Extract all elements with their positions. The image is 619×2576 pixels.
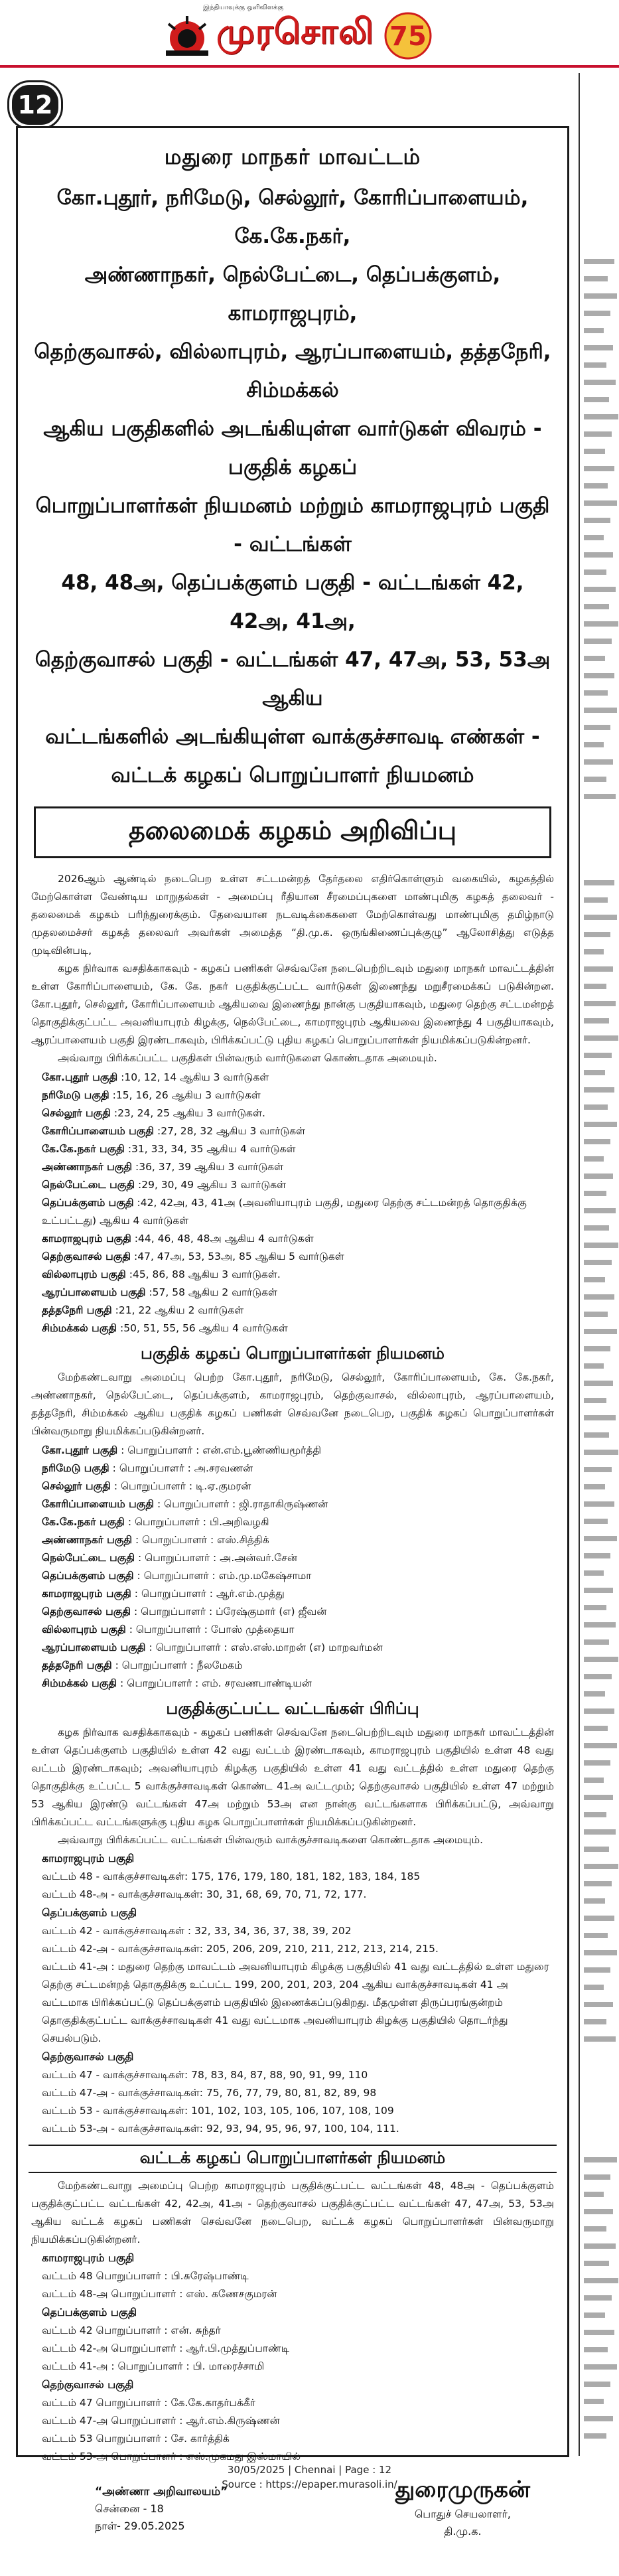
adjacent-text-line	[584, 2295, 612, 2301]
headline-line: அண்ணாநகர், நெல்பேட்டை, தெப்பக்குளம், காமராஜபுரம்,	[84, 263, 501, 325]
area-name: நரிமேடு பகுதி	[42, 1089, 109, 1101]
adjacent-text-line	[584, 777, 606, 782]
adjacent-text-line	[584, 1726, 608, 1731]
area-name: ஆரப்பாளையம் பகுதி	[42, 1286, 146, 1298]
area-name: வில்லாபுரம் பகுதி	[42, 1624, 126, 1635]
area-ward-item: கே.கே.நகர் பகுதி :31, 33, 34, 35 ஆகிய 4 வார்டுகள்	[42, 1143, 296, 1155]
area-ward-item: வில்லாபுரம் பகுதி :45, 86, 88 ஆகிய 3 வார்டுகள்.	[42, 1268, 281, 1280]
adjacent-text-line	[584, 897, 608, 903]
adjacent-text-line	[584, 1967, 610, 1973]
booth-line: வட்டம் 41-அ : மதுரை தெற்கு மாவட்டம் அவனியாபுரம் கிழக்கு பகுதியில் 41 வது வட்டத்தில் உள்ள மதுரை தெற்கு சட்டமன்றத் தொகுதிக்கு உட்பட்ட 199, 200, 201, 203, 204 ஆகிய வாக்குச்சாவடிகள் 41 அ வட்டமாக பிரிக்கப்பட்டு தெப்பக்குளம் பகுதியில் இணைக்கப்படுகிறது. மீதமுள்ள திருப்பரங்குன்றம் தொகுதிக்குட்பட்ட வாக்குச்சாவடிகள் 41 வது வட்டமாக அவனியாபுரம் கிழக்கு பகுதியில் தொடர்ந்து செயல்படும்.	[42, 1961, 549, 2044]
area-name: கே.கே.நகர் பகுதி	[42, 1143, 125, 1155]
ward-area-heading: காமராஜபுரம் பகுதி	[42, 2251, 135, 2264]
adjacent-text-line	[584, 1035, 618, 1041]
adjacent-text-line	[584, 604, 609, 609]
area-in-charge-list	[29, 1442, 557, 1693]
adjacent-text-line	[584, 725, 610, 730]
booth-line: வட்டம் 53-அ - வாக்குச்சாவடிகள்: 92, 93, 94, 95, 96, 97, 100, 104, 111.	[42, 2123, 399, 2135]
adjacent-text-line	[584, 2364, 617, 2370]
announcement-heading: தலைமைக் கழகம் அறிவிப்பு	[34, 806, 551, 858]
adjacent-text-line	[584, 1087, 614, 1093]
area-in-charge-item: சிம்மக்கல் பகுதி : பொறுப்பாளர் : எம். சரவணபாண்டியன்	[42, 1677, 312, 1689]
adjacent-text-line	[584, 1208, 616, 1213]
sign-date: நாள்- 29.05.2025	[95, 2520, 185, 2532]
area-name: ஆரப்பாளையம் பகுதி	[42, 1641, 146, 1653]
adjacent-text-line	[584, 1070, 605, 1075]
area-name: நரிமேடு பகுதி	[42, 1462, 109, 1474]
headline-line: தெற்குவாசல் பகுதி - வட்டங்கள் 47, 47அ, 53, 53அ ஆகிய	[34, 648, 551, 710]
adjacent-text-line	[584, 293, 617, 299]
booth-area-heading: தெப்பக்குளம் பகுதி	[42, 1906, 137, 1919]
ward-in-charge-line: வட்டம் 48-அ பொறுப்பாளர் : எஸ். கணேசகுமரன்	[42, 2288, 277, 2300]
in-charge-person: பொறுப்பாளர் : எம்.மு.மகேஷ்சாமா	[143, 1570, 312, 1582]
adjacent-text-line	[584, 1674, 612, 1679]
adjacent-text-line	[584, 2399, 604, 2404]
booth-area-heading: காமராஜபுரம் பகுதி	[42, 1852, 135, 1864]
area-ward-item: அண்ணாநகர் பகுதி :36, 37, 39 ஆகிய 3 வார்டுகள்	[42, 1161, 284, 1173]
section-title-area-in-charge: பகுதிக் கழகப் பொறுப்பாளர்கள் நியமனம்	[141, 1344, 445, 1363]
area-name: தெற்குவாசல் பகுதி	[42, 1606, 131, 1618]
adjacent-text-line	[584, 1122, 617, 1127]
adjacent-text-line	[584, 276, 608, 281]
area-in-charge-item: நரிமேடு பகுதி : பொறுப்பாளர் : அ.சரவணன்	[42, 1462, 253, 1474]
area-wards: 50, 51, 55, 56 ஆகிய 4 வார்டுகள்	[123, 1322, 288, 1334]
area-ward-item: நரிமேடு பகுதி :15, 16, 26 ஆகிய 3 வார்டுகள்	[42, 1089, 261, 1101]
area-wards: 47, 47அ, 53, 53அ, 85 ஆகிய 5 வார்டுகள்	[137, 1250, 344, 1262]
area-name: தெற்குவாசல் பகுதி	[42, 1250, 131, 1262]
adjacent-text-line	[584, 1622, 616, 1628]
adjacent-text-line	[584, 690, 608, 696]
adjacent-text-line	[584, 1450, 618, 1455]
booth-list	[29, 1849, 557, 2138]
headline-line: 48, 48அ, தெப்பக்குளம் பகுதி - வட்டங்கள் 42, 42அ, 41அ,	[61, 571, 524, 633]
adjacent-text-line	[584, 1657, 618, 1662]
adjacent-column-strip	[579, 73, 619, 2456]
adjacent-text-line	[584, 1847, 609, 1852]
adjacent-text-line	[584, 466, 614, 471]
section-paragraph: கழக நிர்வாக வசதிக்காகவும் - கழகப் பணிகள் செவ்வனே நடைபெற்றிடவும் மதுரை மாநகர் மாவட்டத்தின் உள்ள தெப்பக்குளம் பகுதியில் உள்ள 42 வது வட்டம் இரண்டாகவும், காமராஜபுரம் பகுதியில் உள்ள 48 வது வட்டம் இரண்டாகவும்; அவனியாபுரம் கிழக்கு பகுதியில் உள்ள 41 வது வட்டத்தில் உள்ள மதுரை தெற்கு தொகுதிக்கு உட்பட்ட 5 வாக்குச்சாவடிகள் கொண்ட 41அ வட்டமும்; தெற்குவாசல் பகுதியில் உள்ள 47 மற்றும் 53 ஆகிய இரண்டு வட்டங்கள் 47அ மற்றும் 53அ என நான்கு வட்டங்களாக பிரிக்கப்பட்டு, அவ்வாறு பிரிக்கப்பட்ட வட்டங்களுக்கு புதிய கழக பொறுப்பாளர்கள் நியமிக்கப்படுகின்றனர்.	[31, 1726, 554, 1828]
area-wards: 36, 37, 39 ஆகிய 3 வார்டுகள்	[139, 1161, 284, 1173]
in-charge-person: பொறுப்பாளர் : பி.அறிவழகி	[134, 1516, 269, 1528]
section-title-ward-split: பகுதிக்குட்பட்ட வட்டங்கள் பிரிப்பு	[166, 1699, 419, 1718]
ward-in-charge-line: வட்டம் 42 பொறுப்பாளர் : என். சுந்தர்	[42, 2324, 221, 2336]
adjacent-text-line	[584, 414, 618, 419]
area-in-charge-item: காமராஜபுரம் பகுதி : பொறுப்பாளர் : ஆர்.எம்.முத்து	[42, 1588, 285, 1600]
area-name: கோரிப்பாளையம் பகுதி	[42, 1498, 155, 1510]
area-name: தெப்பக்குளம் பகுதி	[42, 1197, 134, 1209]
ward-in-charge-line: வட்டம் 47-அ பொறுப்பாளர் : ஆர்.எம்.கிருஷ்ணன்	[42, 2415, 280, 2427]
ward-in-charge-line: வட்டம் 53 பொறுப்பாளர் : சே. கார்த்திக்	[42, 2433, 230, 2445]
signoff	[29, 2476, 557, 2576]
booth-line: வட்டம் 47-அ - வாக்குச்சாவடிகள்: 75, 76, 77, 79, 80, 81, 82, 89, 98	[42, 2087, 377, 2099]
in-charge-person: பொறுப்பாளர் : எஸ்.எஸ்.மாறன் (எ) மாறவர்மன்	[155, 1641, 383, 1653]
adjacent-text-line	[584, 1018, 609, 1023]
adjacent-text-line	[584, 949, 604, 954]
area-in-charge-item: ஆரப்பாளையம் பகுதி : பொறுப்பாளர் : எஸ்.எஸ்.மாறன் (எ) மாறவர்மன்	[42, 1641, 383, 1653]
in-charge-person: பொறுப்பாளர் : டி.ஏ.குமரன்	[120, 1480, 251, 1492]
area-name: கோரிப்பாளையம் பகுதி	[42, 1125, 155, 1137]
area-wards: 23, 24, 25 ஆகிய 3 வார்டுகள்.	[117, 1107, 265, 1119]
adjacent-text-line	[584, 708, 617, 713]
adjacent-text-line	[584, 2002, 613, 2007]
area-ward-item: தெப்பக்குளம் பகுதி :42, 42அ, 43, 41அ (அவனியாபுரம் பகுதி, மதுரை தெற்கு சட்டமன்றத் தொகுதிக்கு உட்பட்டது) ஆகிய 4 வார்டுகள்	[42, 1197, 527, 1227]
adjacent-text-line	[584, 500, 617, 506]
adjacent-text-line	[584, 1570, 604, 1576]
adjacent-text-line	[584, 1536, 617, 1541]
booth-area-heading: தெற்குவாசல் பகுதி	[42, 2050, 134, 2063]
area-name: செல்லூர் பகுதி	[42, 1107, 111, 1119]
section-paragraph: மேற்கண்டவாறு அமைப்பு பெற்ற காமராஜபுரம் பகுதிக்குட்பட்ட வட்டங்கள் 48, 48அ - தெப்பக்குளம் பகுதிக்குட்பட்ட வட்டங்கள் 42, 42அ, 41அ - தெற்குவாசல் பகுதிக்குட்பட்ட வட்டங்கள் 47, 47அ, 53, 53அ ஆகிய வட்டக் கழகப் பணிகள் செவ்வனே நடைபெற, வட்டக் கழகப் பொறுப்பாளர்கள் பின்வருமாறு நியமிக்கப்படுகின்றனர்.	[31, 2180, 554, 2245]
ward-in-charge-list	[29, 2249, 557, 2466]
adjacent-text-line	[584, 1519, 608, 1524]
in-charge-person: பொறுப்பாளர் : அ.சரவணன்	[119, 1462, 253, 1474]
in-charge-person: பொறுப்பாளர் : ப்ரேஷ்குமார் (எ) ஜீவன்	[141, 1606, 327, 1618]
adjacent-text-line	[584, 2347, 608, 2352]
area-ward-item: சிம்மக்கல் பகுதி :50, 51, 55, 56 ஆகிய 4 வார்டுகள்	[42, 1322, 288, 1334]
adjacent-text-line	[584, 639, 612, 644]
area-wards: 15, 16, 26 ஆகிய 3 வார்டுகள்	[115, 1089, 261, 1101]
adjacent-text-line	[584, 1294, 614, 1300]
adjacent-text-line	[584, 1415, 616, 1420]
area-wards: 10, 12, 14 ஆகிய 3 வார்டுகள்	[124, 1071, 269, 1083]
area-in-charge-item: கே.கே.நகர் பகுதி : பொறுப்பாளர் : பி.அறிவழகி	[42, 1516, 269, 1528]
adjacent-text-line	[584, 1950, 617, 1955]
adjacent-text-line	[584, 1398, 606, 1403]
section-title-ward-in-charge: வட்டக் கழகப் பொறுப்பாளர்கள் நியமனம்	[29, 2145, 557, 2173]
adjacent-text-line	[584, 1260, 612, 1265]
adjacent-text-line	[584, 380, 616, 385]
area-ward-item: ஆரப்பாளையம் பகுதி :57, 58 ஆகிய 2 வார்டுகள்	[42, 1286, 277, 1298]
adjacent-text-line	[584, 259, 614, 264]
ward-in-charge-line: வட்டம் 47 பொறுப்பாளர் : கே.கே.காதர்பக்கீர்	[42, 2397, 255, 2409]
area-name: காமராஜபுரம் பகுதி	[42, 1233, 131, 1245]
area-name: செல்லூர் பகுதி	[42, 1480, 111, 1492]
adjacent-text-line	[584, 518, 610, 523]
adjacent-text-line	[584, 1639, 609, 1645]
area-name: அண்ணாநகர் பகுதி	[42, 1161, 133, 1173]
area-ward-item: தெற்குவாசல் பகுதி :47, 47அ, 53, 53அ, 85 ஆகிய 5 வார்டுகள்	[42, 1250, 344, 1262]
adjacent-text-line	[584, 1329, 617, 1334]
adjacent-text-line	[584, 2330, 614, 2335]
area-in-charge-item: செல்லூர் பகுதி : பொறுப்பாளர் : டி.ஏ.குமரன்	[42, 1480, 251, 1492]
masthead-tagline: இந்தியாவுக்கு ஒளிவிளக்கு	[203, 4, 284, 11]
headline-line: ஆகிய பகுதிகளில் அடங்கியுள்ள வார்டுகள் விவரம் - பகுதிக் கழகப்	[43, 417, 542, 479]
area-ward-item: கோரிப்பாளையம் பகுதி :27, 28, 32 ஆகிய 3 வார்டுகள்	[42, 1125, 306, 1137]
adjacent-text-line	[584, 1363, 604, 1369]
adjacent-text-line	[584, 1916, 614, 1921]
area-in-charge-item: தத்தநேரி பகுதி : பொறுப்பாளர் : நீலமேகம்	[42, 1659, 243, 1671]
area-in-charge-item: அண்ணாநகர் பகுதி : பொறுப்பாளர் : எஸ்.சித்திக்	[42, 1534, 269, 1546]
adjacent-text-line	[584, 449, 605, 454]
headline-line: வட்டங்களில் அடங்கியுள்ள வாக்குச்சாவடி எண்கள் -	[45, 725, 540, 749]
booth-line: வட்டம் 42 - வாக்குச்சாவடிகள் : 32, 33, 34, 36, 37, 38, 39, 202	[42, 1925, 352, 1937]
adjacent-text-line	[584, 1104, 608, 1110]
adjacent-text-line	[584, 1484, 605, 1489]
area-name: சிம்மக்கல் பகுதி	[42, 1677, 117, 1689]
area-wards: 57, 58 ஆகிய 2 வார்டுகள்	[152, 1286, 277, 1298]
area-wards: 45, 86, 88 ஆகிய 3 வார்டுகள்.	[132, 1268, 281, 1280]
headline-line: தெற்குவாசல், வில்லாபுரம், ஆரப்பாளையம், தத்தநேரி, சிம்மக்கல்	[34, 340, 551, 402]
adjacent-text-line	[584, 2174, 610, 2180]
adjacent-text-line	[584, 2416, 613, 2421]
adjacent-text-line	[584, 2226, 606, 2232]
area-ward-item: நெல்பேட்டை பகுதி :29, 30, 49 ஆகிய 3 வார்டுகள்	[42, 1179, 287, 1191]
area-wards-list	[29, 1069, 557, 1337]
adjacent-text-line	[584, 2036, 616, 2042]
adjacent-text-line	[584, 2243, 616, 2249]
area-name: அண்ணாநகர் பகுதி	[42, 1534, 133, 1546]
anniversary-75-badge-icon	[378, 9, 438, 62]
intro-paragraph: 2026ஆம் ஆண்டில் நடைபெற உள்ள சட்டமன்றத் தேர்தலை எதிர்கொள்ளும் வகையில், கழகத்தில் மேற்கொள்ள வேண்டிய மாறுதல்கள் - அமைப்பு ரீதியான சீரமைப்புகளை மாண்புமிகு கழகத் தலைவர் - தலைமைக் கழகம் பரிந்துரைக்கும். தேவையான நடவடிக்கைகளை மேற்கொள்வது மாண்புமிகு தமிழ்நாடு முதலமைச்சர் கழகத் தலைவர் அவர்கள் அமைத்த “தி.மு.க. ஒருங்கிணைப்புக்குழு” ஆலோசித்து எடுத்த முடிவின்படி,	[31, 873, 554, 956]
adjacent-text-line	[584, 1812, 606, 1817]
area-name: தத்தநேரி பகுதி	[42, 1659, 112, 1671]
footer-date-page: 30/05/2025 | Chennai | Page : 12	[227, 2464, 392, 2476]
in-charge-person: பொறுப்பாளர் : எஸ்.சித்திக்	[142, 1534, 269, 1546]
ward-in-charge-line: வட்டம் 53-அ பொறுப்பாளர் : எஸ்.முகமது இஸ்மாயில்	[42, 2451, 301, 2462]
adjacent-text-line	[584, 966, 613, 972]
adjacent-text-line	[584, 1743, 617, 1748]
adjacent-text-line	[584, 1553, 610, 1558]
area-name: வில்லாபுரம் பகுதி	[42, 1268, 126, 1280]
adjacent-text-line	[584, 1933, 608, 1938]
headline-line: கோ.புதூர், நரிமேடு, செல்லூர், கோரிப்பாளையம், கே.கே.நகர்,	[56, 186, 529, 248]
adjacent-text-line	[584, 345, 613, 350]
adjacent-text-line	[584, 1174, 613, 1179]
area-wards: 31, 33, 34, 35 ஆகிய 4 வார்டுகள்	[131, 1143, 296, 1155]
area-name: நெல்பேட்டை பகுதி	[42, 1552, 135, 1564]
adjacent-text-line	[584, 362, 606, 368]
intro-paragraph: அவ்வாறு பிரிக்கப்பட்ட பகுதிகள் பின்வரும் வார்டுகளை கொண்டதாக அமையும்.	[58, 1052, 437, 1064]
adjacent-text-line	[584, 1139, 610, 1144]
adjacent-text-line	[584, 1381, 613, 1386]
area-ward-item: காமராஜபுரம் பகுதி :44, 46, 48, 48அ ஆகிய 4 வார்டுகள்	[42, 1233, 314, 1245]
adjacent-text-line	[584, 2192, 604, 2197]
adjacent-text-line	[584, 431, 612, 437]
adjacent-text-line	[584, 656, 605, 661]
area-wards: 44, 46, 48, 48அ ஆகிய 4 வார்டுகள்	[138, 1233, 314, 1245]
in-charge-person: பொறுப்பாளர் : அ.அன்வர்.சேன்	[145, 1552, 298, 1564]
masthead-rule	[0, 65, 619, 68]
area-name: கோ.புதூர் பகுதி	[42, 1444, 118, 1456]
adjacent-text-line	[584, 569, 606, 575]
area-name: தத்தநேரி பகுதி	[42, 1304, 112, 1316]
logo-wordmark: முரசொலி	[216, 12, 374, 52]
in-charge-person: பொறுப்பாளர் : போஸ் முத்தையா	[135, 1624, 295, 1635]
in-charge-person: பொறுப்பாளர் : எம். சரவணபாண்டியன்	[127, 1677, 312, 1689]
adjacent-text-line	[584, 915, 617, 920]
adjacent-text-line	[584, 1312, 608, 1317]
adjacent-text-line	[584, 2278, 618, 2283]
area-ward-item: கோ.புதூர் பகுதி :10, 12, 14 ஆகிய 3 வார்டுகள்	[42, 1071, 269, 1083]
adjacent-text-line	[584, 587, 616, 592]
adjacent-text-line	[584, 880, 614, 885]
ward-area-heading: தெற்குவாசல் பகுதி	[42, 2378, 134, 2391]
area-name: கே.கே.நகர் பகுதி	[42, 1516, 125, 1528]
booth-line: வட்டம் 48 - வாக்குச்சாவடிகள்: 175, 176, 179, 180, 181, 182, 183, 184, 185	[42, 1870, 421, 1882]
in-charge-person: பொறுப்பாளர் : ஜி.ராதாகிருஷ்ணன்	[164, 1498, 328, 1510]
page-number-badge: 12	[9, 82, 61, 127]
adjacent-text-line	[584, 1708, 614, 1714]
adjacent-text-line	[584, 1760, 610, 1766]
adjacent-text-line	[584, 1588, 613, 1593]
ward-area-heading: தெப்பக்குளம் பகுதி	[42, 2306, 137, 2318]
footer-source-link[interactable]: Source : https://epaper.murasoli.in/	[222, 2478, 397, 2490]
rising-sun-emblem-icon	[159, 9, 215, 62]
area-wards: 42, 42அ, 43, 41அ (அவனியாபுரம் பகுதி, மதுரை தெற்கு சட்டமன்றத் தொகுதிக்கு உட்பட்டது) ஆகிய 4 வார்டுகள்	[42, 1197, 527, 1227]
in-charge-person: பொறுப்பாளர் : என்.எம்.பூண்ணியமூர்த்தி	[127, 1444, 322, 1456]
booth-line: வட்டம் 47 - வாக்குச்சாவடிகள்: 78, 83, 84, 87, 88, 90, 91, 99, 110	[42, 2069, 368, 2081]
adjacent-text-line	[584, 1053, 612, 1058]
area-in-charge-item: நெல்பேட்டை பகுதி : பொறுப்பாளர் : அ.அன்வர்.சேன்	[42, 1552, 298, 1564]
area-ward-item: செல்லூர் பகுதி :23, 24, 25 ஆகிய 3 வார்டுகள்.	[42, 1107, 265, 1119]
area-wards: 29, 30, 49 ஆகிய 3 வார்டுகள்	[141, 1179, 287, 1191]
ward-in-charge-line: வட்டம் 42-அ பொறுப்பாளர் : ஆர்.பி.முத்துப்பாண்டி	[42, 2342, 290, 2354]
area-wards: 21, 22 ஆகிய 2 வார்டுகள்	[118, 1304, 244, 1316]
adjacent-text-line	[584, 328, 604, 333]
sign-location	[95, 2483, 228, 2535]
area-wards: 27, 28, 32 ஆகிய 3 வார்டுகள்	[161, 1125, 306, 1137]
adjacent-text-line	[584, 311, 610, 316]
adjacent-text-line	[584, 2382, 610, 2387]
adjacent-text-line	[584, 1346, 610, 1351]
area-in-charge-item: கோரிப்பாளையம் பகுதி : பொறுப்பாளர் : ஜி.ராதாகிருஷ்ணன்	[42, 1498, 328, 1510]
adjacent-text-line	[584, 1605, 606, 1610]
ward-in-charge-line: வட்டம் 48 பொறுப்பாளர் : பி.சுரேஷ்பாண்டி	[42, 2270, 249, 2282]
intro-paragraph: கழக நிர்வாக வசதிக்காகவும் - கழகப் பணிகள் செவ்வனே நடைபெற்றிடவும் மதுரை மாநகர் மாவட்டத்தின் உள்ள கோரிப்பாளையம், கே. கே. நகர் பகுதிக்குட்பட்ட வார்டுகள் இணைந்து மறுசீரமைக்கப் படுகின்றன. கோ.புதூர், செல்லூர், கோரிப்பாளையம் ஆகியவை இணைந்து நான்கு பகுதியாகவும், மதுரை தெற்கு சட்டமன்றத் தொகுதிக்குட்பட்ட அவனியாபுரம் கிழக்கு, நெல்பேட்டை, காமராஜபுரம் ஆகியவை இணைந்து 4 பகுதியாகவும், ஆரப்பாளையம் பகுதி இரண்டாகவும், பிரிக்கப்பட்டு புதிய கழகப் பொறுப்பாளர்கள் நியமிக்கப்படுகின்றனர்.	[31, 962, 554, 1046]
district-title: மதுரை மாநகர் மாவட்டம்	[164, 144, 421, 169]
adjacent-text-line	[584, 1829, 616, 1835]
adjacent-text-line	[584, 984, 606, 989]
adjacent-text-line	[584, 1467, 612, 1472]
ward-in-charge-line: வட்டம் 41-அ : பொறுப்பாளர் : பி. மாரைச்சாமி	[42, 2360, 265, 2372]
area-name: தெப்பக்குளம் பகுதி	[42, 1570, 134, 1582]
adjacent-text-line	[584, 397, 609, 402]
adjacent-text-line	[584, 1864, 618, 1869]
adjacent-text-line	[584, 932, 610, 937]
adjacent-text-line	[584, 621, 618, 627]
adjacent-text-line	[584, 1898, 605, 1904]
section-paragraph: அவ்வாறு பிரிக்கப்பட்ட வட்டங்கள் பின்வரும் வாக்குச்சாவடிகளை கொண்டதாக அமையும்.	[58, 1834, 484, 1846]
area-name: சிம்மக்கல் பகுதி	[42, 1322, 117, 1334]
booth-line: வட்டம் 42-அ - வாக்குச்சாவடிகள்: 205, 206, 209, 210, 211, 212, 213, 214, 215.	[42, 1943, 439, 1955]
adjacent-text-line	[584, 1191, 606, 1196]
adjacent-text-line	[584, 2433, 606, 2439]
adjacent-text-line	[584, 552, 613, 558]
adjacent-text-line	[584, 2312, 605, 2318]
masthead	[0, 0, 619, 66]
sign-city: சென்னை - 18	[95, 2502, 164, 2515]
signatory-party: தி.மு.க.	[444, 2525, 482, 2538]
headline-line: பொறுப்பாளர்கள் நியமனம் மற்றும் காமராஜபுரம் பகுதி - வட்டங்கள்	[35, 494, 550, 556]
signatory-title: பொதுச் செயலாளர்,	[414, 2508, 511, 2520]
in-charge-person: பொறுப்பாளர் : ஆர்.எம்.முத்து	[141, 1588, 285, 1600]
area-ward-item: தத்தநேரி பகுதி :21, 22 ஆகிய 2 வார்டுகள்	[42, 1304, 244, 1316]
area-name: கோ.புதூர் பகுதி	[42, 1071, 118, 1083]
adjacent-text-line	[584, 1501, 614, 1507]
adjacent-text-line	[584, 535, 604, 540]
adjacent-text-line	[584, 1243, 618, 1248]
area-name: நெல்பேட்டை பகுதி	[42, 1179, 135, 1191]
adjacent-text-line	[584, 1985, 604, 1990]
headline	[29, 179, 557, 795]
adjacent-text-line	[584, 1277, 605, 1282]
adjacent-text-line	[584, 2261, 609, 2266]
adjacent-text-line	[584, 1691, 605, 1697]
area-in-charge-item: வில்லாபுரம் பகுதி : பொறுப்பாளர் : போஸ் முத்தையா	[42, 1624, 295, 1635]
section-paragraph: மேற்கண்டவாறு அமைப்பு பெற்ற கோ.புதூர், நரிமேடு, செல்லூர், கோரிப்பாளையம், கே. கே.நகர், அண்ணாநகர், நெல்பேட்டை, தெப்பக்குளம், காமராஜபுரம், தெற்குவாசல், வில்லாபுரம், ஆரப்பாளையம், தத்தநேரி, சிம்மக்கல் ஆகிய பகுதிக் கழகப் பணிகள் செவ்வனே நடைபெற, பகுதிக் கழகப் பொறுப்பாளர்கள் பின்வருமாறு நியமிக்கப்படுகின்றனர்.	[31, 1371, 554, 1437]
adjacent-text-line	[584, 1881, 612, 1886]
newspaper-logo[interactable]	[159, 9, 438, 62]
sign-office: “அண்ணா அறிவாலயம்”	[95, 2485, 228, 2498]
adjacent-text-line	[584, 2019, 606, 2024]
anniversary-number: 75	[389, 21, 427, 52]
booth-line: வட்டம் 48-அ - வாக்குச்சாவடிகள்: 30, 31, 68, 69, 70, 71, 72, 177.	[42, 1888, 367, 1900]
booth-line: வட்டம் 53 - வாக்குச்சாவடிகள்: 101, 102, 103, 105, 106, 107, 108, 109	[42, 2105, 394, 2117]
area-in-charge-item: கோ.புதூர் பகுதி : பொறுப்பாளர் : என்.எம்.பூண்ணியமூர்த்தி	[42, 1444, 322, 1456]
adjacent-text-line	[584, 2157, 617, 2162]
adjacent-text-line	[584, 483, 608, 489]
adjacent-text-line	[584, 1778, 604, 1783]
area-in-charge-item: தெற்குவாசல் பகுதி : பொறுப்பாளர் : ப்ரேஷ்குமார் (எ) ஜீவன்	[42, 1606, 327, 1618]
area-name: காமராஜபுரம் பகுதி	[42, 1588, 131, 1600]
adjacent-text-line	[584, 1001, 616, 1006]
headline-line: வட்டக் கழகப் பொறுப்பாளர் நியமனம்	[111, 763, 474, 787]
adjacent-text-line	[584, 759, 613, 765]
adjacent-text-line	[584, 1156, 604, 1162]
adjacent-text-line	[584, 742, 604, 747]
page-footer	[0, 2464, 619, 2490]
adjacent-text-line	[584, 1795, 613, 1800]
adjacent-text-line	[584, 673, 614, 678]
adjacent-text-line	[584, 1225, 609, 1231]
adjacent-text-line	[584, 2209, 613, 2214]
area-in-charge-item: தெப்பக்குளம் பகுதி : பொறுப்பாளர் : எம்.மு.மகேஷ்சாமா	[42, 1570, 312, 1582]
in-charge-person: பொறுப்பாளர் : நீலமேகம்	[121, 1659, 243, 1671]
adjacent-text-line	[584, 794, 616, 799]
adjacent-text-line	[584, 1432, 609, 1438]
signatory-name: துரைமுருகன்	[395, 2476, 530, 2503]
